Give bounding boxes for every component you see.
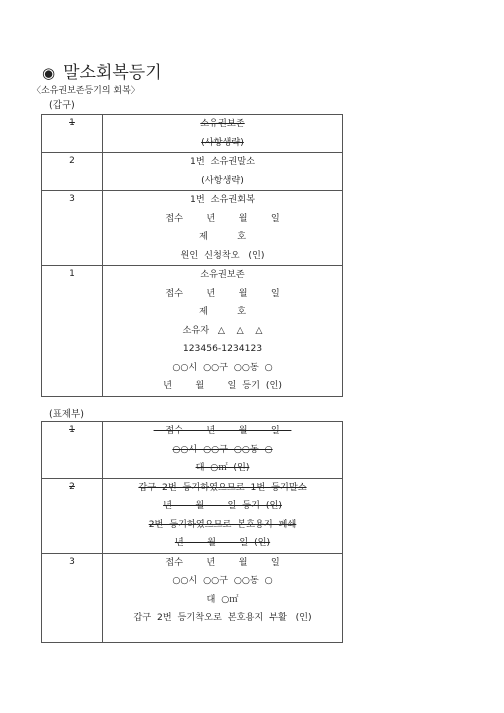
table-row — [42, 115, 343, 153]
page-title-text: 말소회복등기 — [63, 63, 162, 83]
entry-line: 제 호 — [199, 231, 246, 242]
entry-content — [103, 153, 343, 191]
section-label-gapgu: (갑구) — [49, 100, 75, 111]
rank-number: 3 — [42, 553, 103, 642]
rank-number: 2 — [42, 478, 103, 553]
entry-line: 123456-1234123 — [182, 343, 263, 354]
entry-line: 접수 년 월 일 — [165, 556, 280, 568]
table-row — [42, 478, 343, 553]
entry-content — [103, 422, 343, 479]
entry-line: 접수 년 월 일 — [153, 425, 292, 436]
entry-line: 대 ○㎡ (인) — [195, 462, 250, 473]
section-label-pyojebu: (표제부) — [49, 409, 84, 420]
entry-content — [103, 266, 343, 397]
rank-number: 1 — [42, 115, 103, 153]
entry-line: 원인 신청착오 (인) — [180, 249, 265, 261]
entry-line: 갑구 2번 등기착오로 본호용지 부활 (인) — [133, 612, 312, 623]
entry-line: 대 ○㎡ — [206, 593, 239, 605]
entry-line: ○○시 ○○구 ○○동 ○ — [172, 575, 273, 586]
table-row — [42, 553, 343, 642]
entry-line: 접수 년 월 일 — [165, 287, 280, 299]
entry-line: 접수 년 월 일 — [165, 212, 280, 224]
entry-line: 년 월 일 (인) — [174, 537, 271, 548]
entry-content — [103, 553, 343, 642]
entry-content — [103, 191, 343, 266]
rank-number: 1 — [42, 266, 103, 397]
entry-line: 1번 소유권회복 — [190, 194, 255, 205]
entry-line: (사항생략) — [201, 136, 244, 148]
entry-line: 제 호 — [199, 306, 246, 317]
rank-number: 2 — [42, 153, 103, 191]
page-title — [42, 58, 162, 83]
entry-line: 년 월 일 등기 (인) — [163, 380, 282, 391]
entry-line: ○○시 ○○구 ○○동 ○ — [172, 361, 273, 373]
entry-line: 1번 소유권말소 — [190, 156, 255, 167]
entry-line: 2번 등기하였으므로 본호용지 폐쇄 — [148, 518, 297, 530]
entry-line: (사항생략) — [201, 174, 244, 186]
entry-content — [103, 478, 343, 553]
entry-content — [103, 115, 343, 153]
register-table-pyojebu — [41, 421, 343, 643]
bullseye-icon: ◉ — [42, 64, 56, 82]
page-subtitle: 〈소유권보존등기의 회복〉 — [32, 86, 140, 96]
table-row — [42, 153, 343, 191]
table-row — [42, 266, 343, 397]
entry-line: 년 월 일 등기 (인) — [163, 500, 282, 511]
register-table-gapgu — [41, 114, 343, 397]
entry-line: 소유권보존 — [200, 269, 245, 280]
entry-line: 소유권보존 — [200, 118, 245, 129]
table-row — [42, 191, 343, 266]
entry-line: 갑구 2번 등기하였으므로 1번 등기말소 — [138, 481, 307, 493]
entry-line: ○○시 ○○구 ○○동 ○ — [172, 443, 273, 455]
table-row — [42, 422, 343, 479]
rank-number: 3 — [42, 191, 103, 266]
rank-number: 1 — [42, 422, 103, 479]
entry-line: 소유자 △ △ △ — [182, 324, 263, 336]
